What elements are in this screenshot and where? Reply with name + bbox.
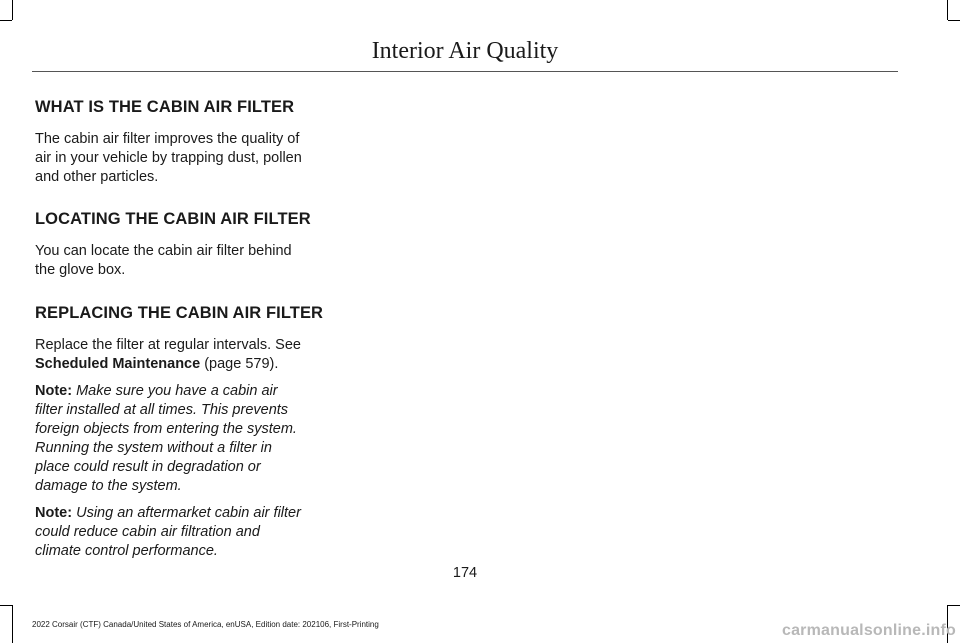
- watermark-text: carmanualsonline.info: [781, 622, 956, 639]
- content-column: [35, 96, 324, 561]
- note-text: Using an aftermarket cabin air filter could reduce cabin air filtration and climate control performance.: [35, 505, 301, 559]
- note-label: Note:: [35, 383, 73, 399]
- note-installed-filter: [35, 382, 307, 496]
- section-heading-locating: LOCATING THE CABIN AIR FILTER: [35, 210, 311, 228]
- crop-mark-bottom-right-horizontal: [948, 605, 960, 606]
- section-heading-replacing: REPLACING THE CABIN AIR FILTER: [35, 304, 324, 322]
- xref-page: (page 579).: [204, 356, 279, 372]
- section-body-replacing: [35, 336, 307, 374]
- crop-mark-bottom-left-vertical: [12, 605, 13, 643]
- section-body-locating: You can locate the cabin air filter behind the glove box.: [35, 243, 292, 278]
- section-body-what-is: The cabin air filter improves the quality of air in your vehicle by trapping dust, pollen and other particles.: [35, 131, 302, 185]
- note-aftermarket-filter: [35, 504, 307, 561]
- crop-mark-top-right-horizontal: [948, 20, 960, 21]
- section-heading-what-is: WHAT IS THE CABIN AIR FILTER: [35, 98, 295, 116]
- crop-mark-top-right-vertical: [947, 0, 948, 20]
- note-text: Make sure you have a cabin air filter installed at all times. This prevents foreign objects from entering the system. Running the system without a filter in place could result in degradation or damage to the system.: [35, 383, 297, 494]
- header-rule: [32, 71, 898, 72]
- crop-mark-top-left-vertical: [12, 0, 13, 20]
- replace-instruction: Replace the filter at regular intervals. See: [35, 337, 301, 353]
- running-title: Interior Air Quality: [371, 38, 559, 64]
- note-label: Note:: [35, 505, 73, 521]
- crop-mark-bottom-left-horizontal: [0, 605, 12, 606]
- page-number: 174: [452, 565, 478, 581]
- scheduled-maintenance-link[interactable]: Scheduled Maintenance: [35, 356, 201, 372]
- edition-footer: 2022 Corsair (CTF) Canada/United States of America, enUSA, Edition date: 202106, First-Printing: [32, 620, 379, 629]
- crop-mark-top-left-horizontal: [0, 20, 12, 21]
